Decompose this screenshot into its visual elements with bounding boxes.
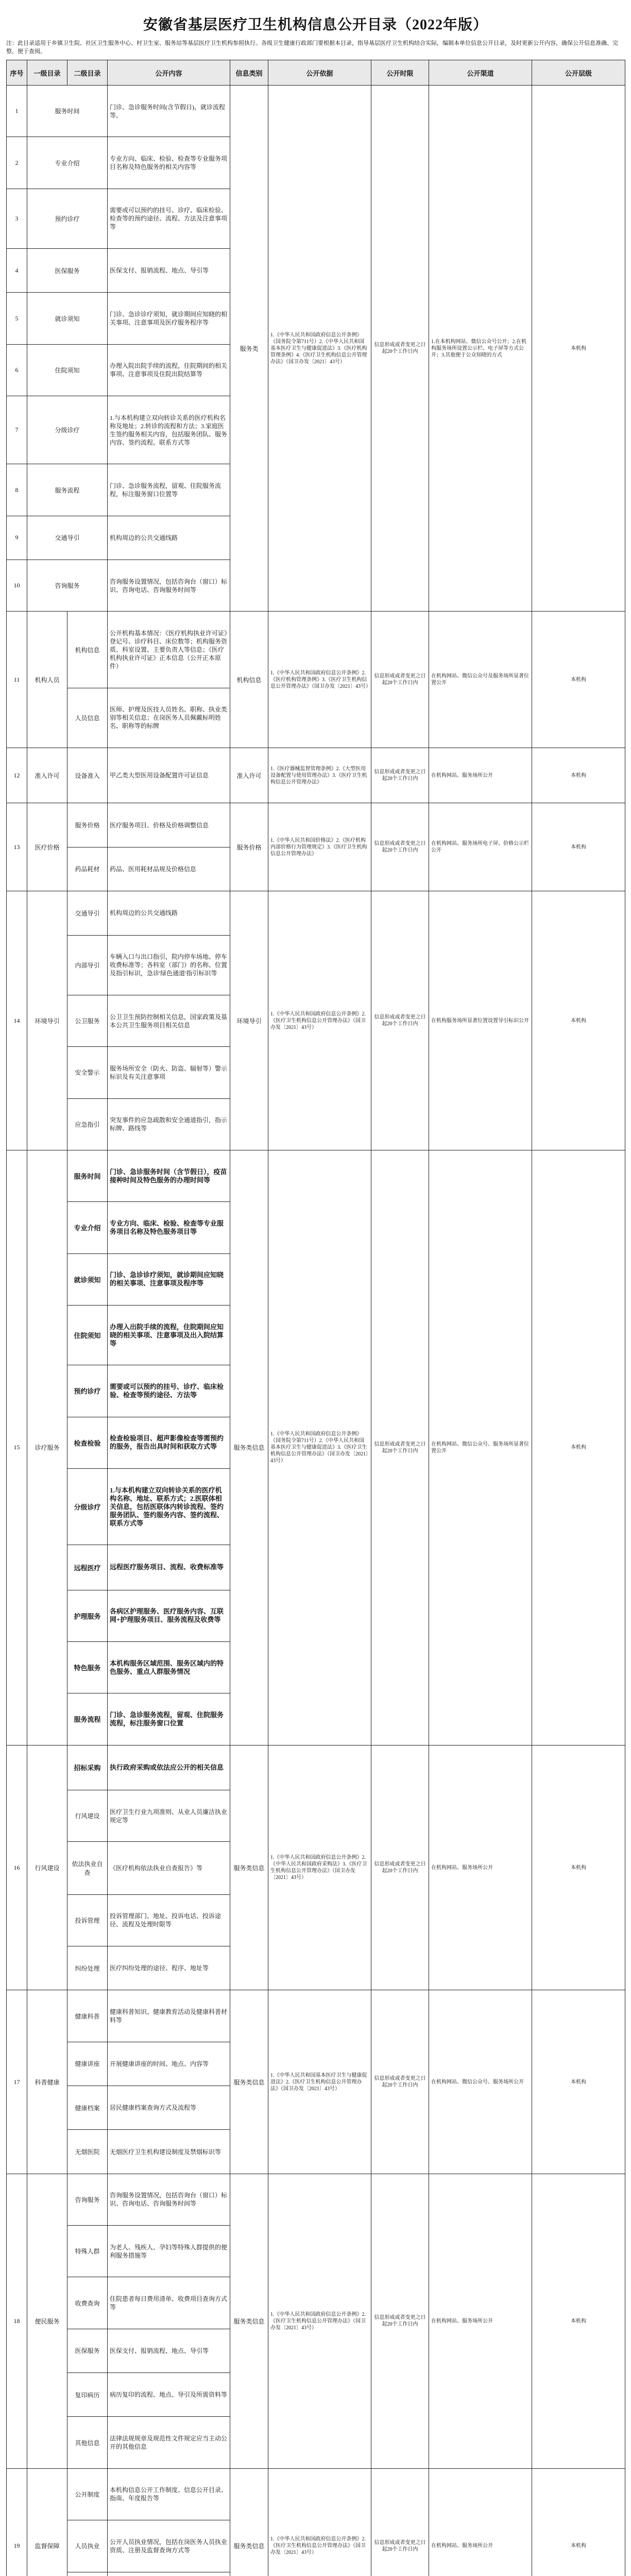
table-row bbox=[7, 2174, 625, 2225]
level1-cell: 准入许可 bbox=[27, 748, 67, 803]
level2-cell: 纠纷处理 bbox=[67, 1946, 108, 1990]
content-cell: 医疗服务项目、价格及价格调整信息 bbox=[108, 803, 230, 847]
content-cell: 本机构服务区域范围、服务区域内的特色服务、重点人群服务情况 bbox=[108, 1641, 230, 1693]
category-cell: 服务类信息 bbox=[230, 1990, 268, 2174]
level2-cell bbox=[67, 2572, 108, 2576]
category-cell: 机构信息 bbox=[230, 612, 268, 748]
category-cell: 服务价格 bbox=[230, 803, 268, 891]
catalog-table bbox=[6, 60, 625, 2576]
level1-cell: 住院须知 bbox=[27, 344, 108, 396]
level2-cell: 投诉管理 bbox=[67, 1894, 108, 1946]
level2-cell: 住院须知 bbox=[67, 1305, 108, 1365]
time-cell: 信息形成或者变更之日起20个工作日内 bbox=[371, 803, 429, 891]
content-cell: 门诊、急诊服务时间(含节假日)，就诊流程等。 bbox=[108, 86, 230, 137]
content-cell: 门诊、急诊服务时间（含节假日），疫苗接种时间及特色服务的办理时间等 bbox=[108, 1150, 230, 1201]
time-cell: 信息形成或者变更之日起20个工作日内 bbox=[371, 2174, 429, 2468]
level2-cell: 健康档案 bbox=[67, 2086, 108, 2130]
header-level1: 一级目录 bbox=[27, 60, 67, 86]
row-number: 16 bbox=[7, 1745, 27, 1990]
level2-cell: 公开制度 bbox=[67, 2468, 108, 2520]
level1-cell: 行风建设 bbox=[27, 1745, 67, 1990]
channel-cell: 在机构网站、微信公众号、服务场所显著位置公开 bbox=[429, 1150, 532, 1745]
level2-cell: 内部导引 bbox=[67, 935, 108, 995]
level2-cell: 护理服务 bbox=[67, 1590, 108, 1641]
basis-cell: 1.《中华人民共和国政府信息公开条例》2.《医疗卫生机构信息公开管理办法》（国卫办发〔2021〕43号） bbox=[268, 2468, 371, 2576]
level1-cell: 服务时间 bbox=[27, 86, 108, 137]
channel-cell: 在机构网站、微信公众号、服务场所公开 bbox=[429, 1990, 532, 2174]
content-cell: 突发事件的应急疏散和安全通道指引，指示标牌、路线等 bbox=[108, 1098, 230, 1150]
row-number: 18 bbox=[7, 2174, 27, 2468]
content-cell: 病历复印的流程、地点、导引及所需资料等 bbox=[108, 2373, 230, 2417]
row-number: 5 bbox=[7, 293, 27, 344]
content-cell: 门诊、急诊诊疗须知，就诊期间应知晓的相关事项、注意事项及医疗服务程序等 bbox=[108, 293, 230, 344]
time-cell: 信息形成或者变更之日起20个工作日内 bbox=[371, 612, 429, 748]
level2-cell: 公卫服务 bbox=[67, 995, 108, 1046]
content-cell: 住院患者每日费用清单、收费项目查询方式等 bbox=[108, 2277, 230, 2329]
header-time: 公开时限 bbox=[371, 60, 429, 86]
time-cell: 信息形成或者变更之日起20个工作日内 bbox=[371, 86, 429, 612]
table-row bbox=[7, 1990, 625, 2042]
channel-cell: 在机构网站、微信公众号及服务场所显著位置公开 bbox=[429, 612, 532, 748]
time-cell: 信息形成或者变更之日起20个工作日内 bbox=[371, 2468, 429, 2576]
table-row bbox=[7, 86, 625, 137]
level-cell: 本机构 bbox=[532, 612, 625, 748]
level2-cell: 特殊人群 bbox=[67, 2226, 108, 2277]
level-cell: 本机构 bbox=[532, 803, 625, 891]
level2-cell: 咨询服务 bbox=[67, 2174, 108, 2225]
content-cell: 门诊、急诊服务流程，留观、住院服务流程，标注服务窗口位置等 bbox=[108, 464, 230, 516]
content-cell: 远程医疗服务项目、流程、收费标准等 bbox=[108, 1545, 230, 1590]
level-cell: 本机构 bbox=[532, 2468, 625, 2576]
category-cell: 服务类信息 bbox=[230, 1745, 268, 1990]
row-number: 2 bbox=[7, 137, 27, 189]
header-content: 公开内容 bbox=[108, 60, 230, 86]
row-number: 14 bbox=[7, 891, 27, 1150]
level1-cell: 监督保障 bbox=[27, 2468, 67, 2576]
level2-cell: 服务价格 bbox=[67, 803, 108, 847]
content-cell bbox=[108, 2572, 230, 2576]
document-title: 安徽省基层医疗卫生机构信息公开目录（2022年版） bbox=[143, 17, 488, 33]
channel-cell: 1.在本机构网站、微信公众号公开；2.在机构服务场所设置公示栏、电子屏等方式公开；3.其他便于公众知晓的方式 bbox=[429, 86, 532, 612]
level-cell: 本机构 bbox=[532, 748, 625, 803]
category-cell: 服务类信息 bbox=[230, 2468, 268, 2576]
content-cell: 本机构信息公开工作制度、信息公开目录、指南、年度报告等 bbox=[108, 2468, 230, 2520]
level1-cell: 诊疗服务 bbox=[27, 1150, 67, 1745]
row-number: 12 bbox=[7, 748, 27, 803]
table-row bbox=[7, 612, 625, 688]
channel-cell: 在机构服务场所显著位置设置导引标识公开 bbox=[429, 891, 532, 1150]
level2-cell: 设备准入 bbox=[67, 748, 108, 803]
table-row bbox=[7, 1150, 625, 1201]
level2-cell: 服务流程 bbox=[67, 1693, 108, 1745]
content-cell: 咨询服务设置情况，包括咨询台（窗口）标识、咨询电话、咨询服务时间等 bbox=[108, 2174, 230, 2225]
content-cell: 门诊、急诊诊疗须知，就诊期间应知晓的相关事项、注意事项及程序等 bbox=[108, 1253, 230, 1305]
time-cell: 信息形成或者变更之日起20个工作日内 bbox=[371, 891, 429, 1150]
document-note: 注：此目录适用于乡镇卫生院、社区卫生服务中心、村卫生室、服务站等基层医疗卫生机构参照执行。各级卫生健康行政部门要根据本目录，指导基层医疗卫生机构结合实际，编制本单位信息公开目录，及时更新公开内容，确保公开信息准确、完整、便于查阅。 bbox=[6, 40, 618, 55]
level2-cell: 行风建设 bbox=[67, 1790, 108, 1842]
level2-cell: 机构信息 bbox=[67, 612, 108, 688]
table-row bbox=[7, 803, 625, 847]
table-row bbox=[7, 748, 625, 803]
level2-cell: 服务时间 bbox=[67, 1150, 108, 1201]
content-cell: 健康科普知识、健康教育活动及健康科普材料等 bbox=[108, 1990, 230, 2042]
level1-cell: 机构人员 bbox=[27, 612, 67, 748]
channel-cell: 在机构网站、服务场所电子屏、价格公示栏公开 bbox=[429, 803, 532, 891]
time-cell: 信息形成或者变更之日起20个工作日内 bbox=[371, 1150, 429, 1745]
content-cell: 门诊、急诊服务流程，留观、住院服务流程，标注服务窗口位置 bbox=[108, 1693, 230, 1745]
row-number: 13 bbox=[7, 803, 27, 891]
level2-cell: 收费查询 bbox=[67, 2277, 108, 2329]
level1-cell: 分级诊疗 bbox=[27, 396, 108, 464]
level2-cell: 特色服务 bbox=[67, 1641, 108, 1693]
level2-cell: 其他信息 bbox=[67, 2417, 108, 2468]
channel-cell: 在机构网站、服务场所公开 bbox=[429, 2468, 532, 2576]
category-cell: 准入许可 bbox=[230, 748, 268, 803]
level1-cell: 科普健康 bbox=[27, 1990, 67, 2174]
level2-cell: 人员信息 bbox=[67, 688, 108, 748]
content-cell: 服务场所安全（防火、防盗、辐射等）警示标识及有关注意事项 bbox=[108, 1047, 230, 1098]
content-cell: 车辆入口与出口指引，院内停车场地、停车收费标准等；各科室（部门）的名称、位置及指引标识，急诊'绿色通道'指引标识等 bbox=[108, 935, 230, 995]
content-cell: 开展健康讲座的时间、地点、内容等 bbox=[108, 2042, 230, 2086]
content-cell: 各病区护理服务、医疗服务内容、互联网+护理服务项目、服务流程及收费等 bbox=[108, 1590, 230, 1641]
content-cell: 1.与本机构建立双向转诊关系的医疗机构名称及地址；2.转诊的流程和方法；3.家庭医生签约服务相关内容，包括服务团队、服务内容、签约流程、联系方式等 bbox=[108, 396, 230, 464]
level2-cell: 医保服务 bbox=[67, 2329, 108, 2372]
content-cell: 办理入出院手续的流程，住院期间应知晓的相关事项、注意事项及出入院结算等 bbox=[108, 1305, 230, 1365]
header-level: 公开层级 bbox=[532, 60, 625, 86]
time-cell: 信息形成或者变更之日起20个工作日内 bbox=[371, 748, 429, 803]
content-cell: 法律法规规章及规范性文件规定应当主动公开的其他信息 bbox=[108, 2417, 230, 2468]
basis-cell: 1.《中华人民共和国政府信息公开条例》2.《医疗卫生机构信息公开管理办法》（国卫办发〔2021〕43号） bbox=[268, 891, 371, 1150]
row-number: 15 bbox=[7, 1150, 27, 1745]
content-cell: 药品、医用耗材品规及价格信息 bbox=[108, 847, 230, 891]
channel-cell: 在机构网站、服务场所公开 bbox=[429, 2174, 532, 2468]
level1-cell: 专业介绍 bbox=[27, 137, 108, 189]
level2-cell: 安全警示 bbox=[67, 1047, 108, 1098]
level-cell: 本机构 bbox=[532, 891, 625, 1150]
level2-cell: 预约诊疗 bbox=[67, 1365, 108, 1417]
level2-cell: 就诊须知 bbox=[67, 1253, 108, 1305]
row-number: 11 bbox=[7, 612, 27, 748]
content-cell: 专业方向、临床、检验、检查等专业服务项目名称及特色服务的相关内容等 bbox=[108, 137, 230, 189]
table-body bbox=[7, 86, 625, 2576]
content-cell: 医师、护理及医技人员姓名、职称、执业类别等相关信息；在岗医务人员佩戴标明姓名、职称等的标牌 bbox=[108, 688, 230, 748]
row-number: 8 bbox=[7, 464, 27, 516]
content-cell: 《医疗机构依法执业自查报告》等 bbox=[108, 1842, 230, 1894]
level2-cell: 专业介绍 bbox=[67, 1202, 108, 1253]
content-cell: 咨询服务设置情况，包括咨询台（窗口）标识、咨询电话、咨询服务时间等 bbox=[108, 560, 230, 612]
level2-cell: 健康科普 bbox=[67, 1990, 108, 2042]
content-cell: 公开机构基本情况：《医疗机构执业许可证》登记号、诊疗科目、床位数等；机构服务资质、科室设置、主要负责人等信息；《医疗机构执业许可证》正本信息（公开正本原件） bbox=[108, 612, 230, 688]
level-cell: 本机构 bbox=[532, 86, 625, 612]
row-number: 19 bbox=[7, 2468, 27, 2576]
level2-cell: 交通导引 bbox=[67, 891, 108, 935]
level1-cell: 医保服务 bbox=[27, 249, 108, 293]
row-number: 17 bbox=[7, 1990, 27, 2174]
row-number: 3 bbox=[7, 189, 27, 248]
header-no: 序号 bbox=[7, 60, 27, 86]
basis-cell: 1.《中华人民共和国政府信息公开条例》（国务院令第711号）2.《中华人民共和国基本医疗卫生与健康促进法》3.《医疗卫生机构信息公开管理办法》（国卫办发〔2021〕43号） bbox=[268, 1150, 371, 1745]
content-cell: 医疗纠纷处理的途径、程序、地址等 bbox=[108, 1946, 230, 1990]
content-cell: 医疗卫生行业九项准则、从业人员廉洁执业规定等 bbox=[108, 1790, 230, 1842]
content-cell: 为老人、残疾人、孕妇等特殊人群提供的便利服务措施等 bbox=[108, 2226, 230, 2277]
content-cell: 执行政府采购或依法应公开的相关信息 bbox=[108, 1745, 230, 1790]
level2-cell: 检查检验 bbox=[67, 1417, 108, 1468]
level2-cell: 药品耗材 bbox=[67, 847, 108, 891]
level2-cell: 分级诊疗 bbox=[67, 1468, 108, 1545]
level2-cell: 应急指引 bbox=[67, 1098, 108, 1150]
content-cell: 1.与本机构建立双向转诊关系的医疗机构名称、地址、联系方式；2.医联体相关信息，包括医联体内转诊流程、签约服务团队、签约服务内容、签约流程、联系方式等 bbox=[108, 1468, 230, 1545]
category-cell: 服务类信息 bbox=[230, 2174, 268, 2468]
level2-cell: 依法执业自查 bbox=[67, 1842, 108, 1894]
basis-cell: 1.《中华人民共和国政府信息公开条例》2.《医疗卫生机构信息公开管理办法》（国卫办发〔2021〕43号） bbox=[268, 2174, 371, 2468]
table-row bbox=[7, 1745, 625, 1790]
row-number: 6 bbox=[7, 344, 27, 396]
content-cell: 投诉管理部门、地址、投诉电话、投诉途径、流程及处理时限等 bbox=[108, 1894, 230, 1946]
content-cell: 办理入院出院手续的流程，住院期间的相关事项、注意事项及住院出院结算等 bbox=[108, 344, 230, 396]
level1-cell: 服务流程 bbox=[27, 464, 108, 516]
row-number: 10 bbox=[7, 560, 27, 612]
content-cell: 居民健康档案查询方式及流程等 bbox=[108, 2086, 230, 2130]
basis-cell: 1.《中华人民共和国基本医疗卫生与健康促进法》2.《医疗卫生机构信息公开管理办法》（国卫办发〔2021〕43号） bbox=[268, 1990, 371, 2174]
category-cell: 环境导引 bbox=[230, 891, 268, 1150]
content-cell: 机构周边的公共交通线路 bbox=[108, 891, 230, 935]
category-cell: 服务类信息 bbox=[230, 1150, 268, 1745]
row-number: 1 bbox=[7, 86, 27, 137]
level2-cell: 招标采购 bbox=[67, 1745, 108, 1790]
row-number: 4 bbox=[7, 249, 27, 293]
header-category: 信息类别 bbox=[230, 60, 268, 86]
level-cell: 本机构 bbox=[532, 1990, 625, 2174]
content-cell: 检查检验项目、超声影像检查等需预约的服务，报告出具时间和获取方式等 bbox=[108, 1417, 230, 1468]
time-cell: 信息形成或者变更之日起20个工作日内 bbox=[371, 1745, 429, 1990]
content-cell: 甲乙类大型医用设备配置许可证信息 bbox=[108, 748, 230, 803]
level1-cell: 环境导引 bbox=[27, 891, 67, 1150]
category-cell: 服务类 bbox=[230, 86, 268, 612]
basis-cell: 1.《中华人民共和国政府信息公开条例》（国务院令第711号）2.《中华人民共和国基本医疗卫生与健康促进法》3.《医疗机构管理条例》4.《医疗卫生机构信息公开管理办法》（国卫办发〔2021〕43号） bbox=[268, 86, 371, 612]
basis-cell: 1.《中华人民共和国政府信息公开条例》2.《医疗机构管理条例》3.《医疗卫生机构信息公开管理办法》（国卫办发〔2021〕43号） bbox=[268, 612, 371, 748]
content-cell: 专业方向、临床、检验、检查等专业服务项目名称及特色服务项目等 bbox=[108, 1202, 230, 1253]
content-cell: 医保支付、报销流程、地点、导引等 bbox=[108, 2329, 230, 2372]
level2-cell: 复印病历 bbox=[67, 2373, 108, 2417]
table-header-row bbox=[7, 60, 625, 86]
level1-cell: 医疗价格 bbox=[27, 803, 67, 891]
content-cell: 医保支付、报销流程、地点、导引等 bbox=[108, 249, 230, 293]
content-cell: 公开人员执业情况，包括在岗医务人员执业资质、注册及监督查询方式等 bbox=[108, 2520, 230, 2572]
header-basis: 公开依据 bbox=[268, 60, 371, 86]
level-cell: 本机构 bbox=[532, 2174, 625, 2468]
content-cell: 无烟医疗卫生机构建设制度及禁烟标识等 bbox=[108, 2130, 230, 2174]
content-cell: 需要或可以预约的挂号、诊疗、临床检验、检查等的预约途径、流程、方法及注意事项等 bbox=[108, 189, 230, 248]
channel-cell: 在机构网站、服务场所公开 bbox=[429, 748, 532, 803]
level2-cell: 无烟医院 bbox=[67, 2130, 108, 2174]
row-number: 9 bbox=[7, 516, 27, 560]
level1-cell: 交通导引 bbox=[27, 516, 108, 560]
header-level2: 二级目录 bbox=[67, 60, 108, 86]
time-cell: 信息形成或者变更之日起20个工作日内 bbox=[371, 1990, 429, 2174]
basis-cell: 1.《中华人民共和国政府信息公开条例》2.《中华人民共和国政府采购法》3.《医疗卫生机构信息公开管理办法》（国卫办发〔2021〕43号） bbox=[268, 1745, 371, 1990]
table-row bbox=[7, 891, 625, 935]
table-row bbox=[7, 2468, 625, 2520]
content-cell: 公卫卫生预防控制相关信息，国家政策及基本公共卫生服务项目相关信息 bbox=[108, 995, 230, 1046]
level2-cell: 健康讲座 bbox=[67, 2042, 108, 2086]
basis-cell: 1.《医疗器械监督管理条例》2.《大型医用设备配置与使用管理办法》3.《医疗卫生机构信息公开管理办法》 bbox=[268, 748, 371, 803]
level-cell: 本机构 bbox=[532, 1150, 625, 1745]
channel-cell: 在机构网站、服务场所公开 bbox=[429, 1745, 532, 1990]
content-cell: 需要或可以预约的挂号、诊疗、临床检验、检查等预约途径、方法等 bbox=[108, 1365, 230, 1417]
level2-cell: 远程医疗 bbox=[67, 1545, 108, 1590]
level1-cell: 咨询服务 bbox=[27, 560, 108, 612]
basis-cell: 1.《中华人民共和国价格法》2.《医疗机构内部价格行为管理规定》3.《医疗卫生机构信息公开管理办法》 bbox=[268, 803, 371, 891]
header-channel: 公开渠道 bbox=[429, 60, 532, 86]
level1-cell: 预约诊疗 bbox=[27, 189, 108, 248]
level-cell: 本机构 bbox=[532, 1745, 625, 1990]
level2-cell: 人员执业 bbox=[67, 2520, 108, 2572]
row-number: 7 bbox=[7, 396, 27, 464]
content-cell: 机构周边的公共交通线路 bbox=[108, 516, 230, 560]
level1-cell: 便民服务 bbox=[27, 2174, 67, 2468]
level1-cell: 就诊须知 bbox=[27, 293, 108, 344]
